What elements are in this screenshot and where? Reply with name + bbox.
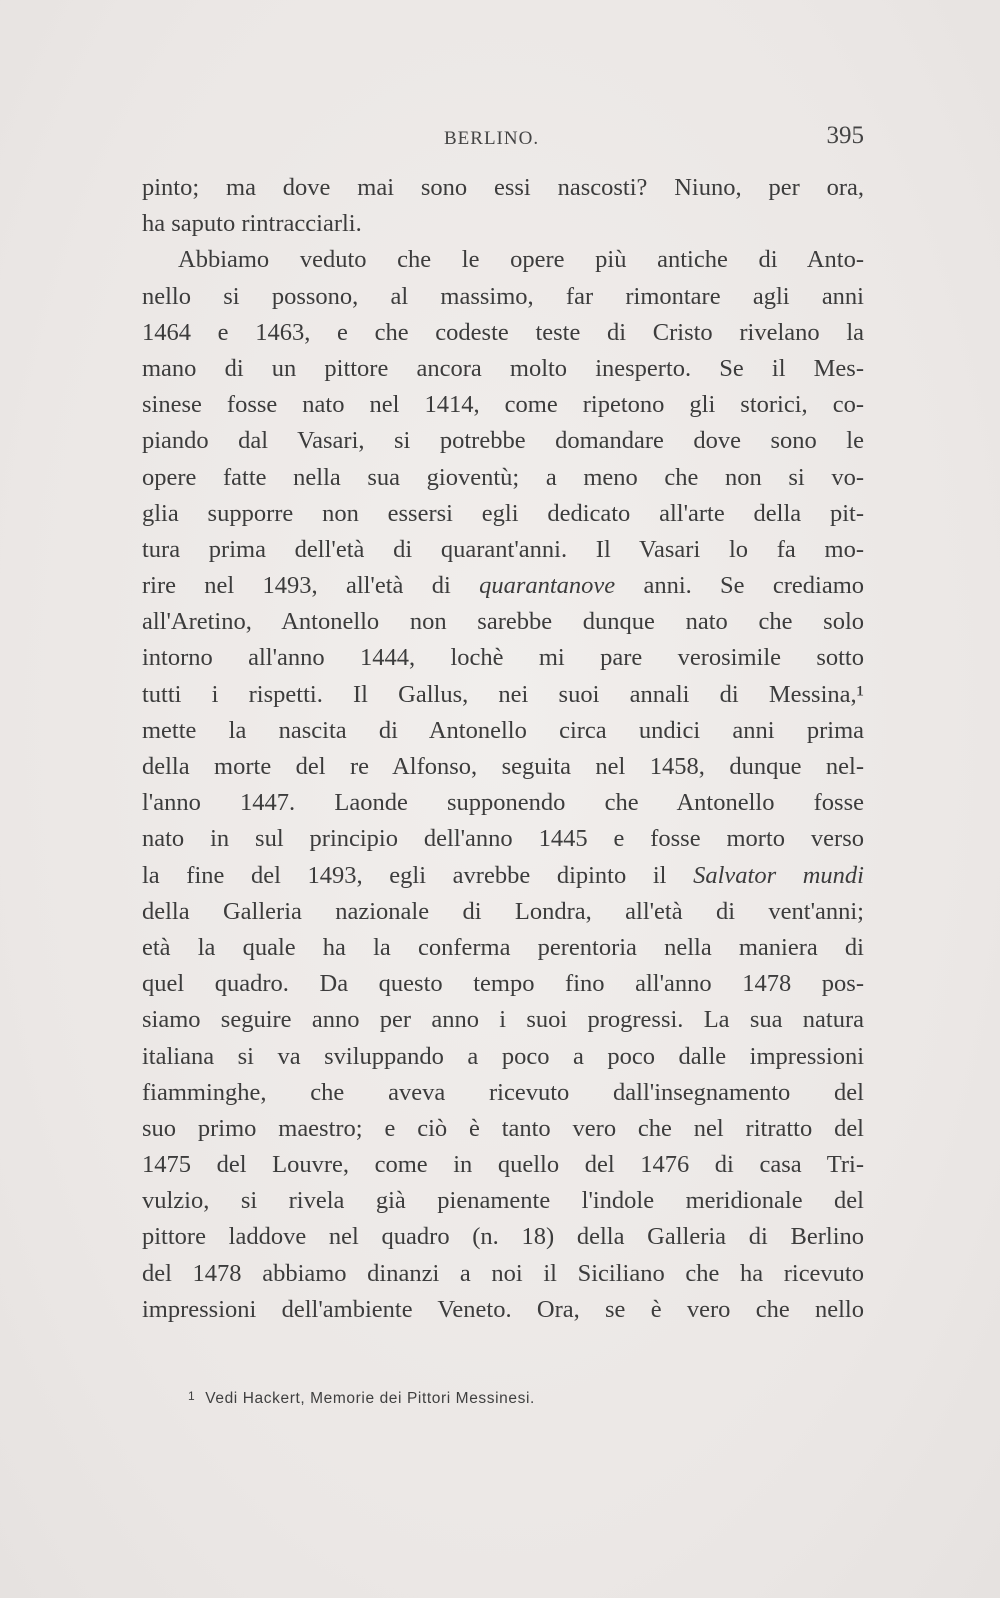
italic-word: quarantanove (479, 572, 616, 600)
text-line: piando dal Vasari, si potrebbe domandare dove sono le (142, 427, 864, 455)
text-line: tutti i rispetti. Il Gallus, nei suoi annali di Messina,¹ (142, 680, 864, 708)
text-line: 1464 e 1463, e che codeste teste di Cristo rivelano la (142, 318, 864, 346)
text-line: all'Aretino, Antonello non sarebbe dunque nato che solo (142, 608, 864, 636)
italic-title: Salvator mundi (693, 861, 864, 889)
text-line: opere fatte nella sua gioventù; a meno che non si vo- (142, 463, 864, 491)
text-fragment: anni. Se crediamo (615, 572, 864, 600)
text-line-with-italic (142, 568, 864, 604)
text-line: l'anno 1447. Laonde supponendo che Antonello fosse (142, 789, 864, 817)
text-line: 1475 del Louvre, come in quello del 1476 di casa Tri- (142, 1151, 864, 1179)
text-line: siamo seguire anno per anno i suoi progressi. La sua natura (142, 1006, 864, 1034)
text-line: impressioni dell'ambiente Veneto. Ora, se è vero che nello (142, 1295, 864, 1323)
text-line: intorno all'anno 1444, lochè mi pare verosimile sotto (142, 644, 864, 672)
page-header (142, 122, 864, 156)
text-line: pittore laddove nel quadro (n. 18) della Galleria di Berlino (142, 1223, 864, 1251)
text-line: sinese fosse nato nel 1414, come ripetono gli storici, co- (142, 391, 864, 419)
text-line: pinto; ma dove mai sono essi nascosti? Niuno, per ora, (142, 174, 864, 201)
running-title: BERLINO. (444, 128, 540, 149)
text-line: della morte del re Alfonso, seguita nel 1458, dunque nel- (142, 753, 864, 780)
text-line: nato in sul principio dell'anno 1445 e fosse morto verso (142, 825, 864, 853)
text-line: nello si possono, al massimo, far rimontare agli anni (142, 282, 864, 310)
text-line: glia supporre non essersi egli dedicato all'arte della pit- (142, 499, 864, 527)
text-line: fiamminghe, che aveva ricevuto dall'insegnamento del (142, 1078, 864, 1106)
text-line: suo primo maestro; e ciò è tanto vero che nel ritratto del (142, 1114, 864, 1142)
text-line: vulzio, si rivela già pienamente l'indole meridionale del (142, 1187, 864, 1215)
text-line: italiana si va sviluppando a poco a poco dalle impressioni (142, 1042, 864, 1070)
text-line: mano di un pittore ancora molto inesperto. Se il Mes- (142, 354, 864, 382)
text-line: ha saputo rintracciarli. (142, 210, 362, 238)
text-line: mette la nascita di Antonello circa undici anni prima (142, 716, 864, 744)
text-line: tura prima dell'età di quarant'anni. Il Vasari lo fa mo- (142, 535, 864, 563)
text-line: età la quale ha la conferma perentoria nella maniera di (142, 933, 864, 961)
text-line: del 1478 abbiamo dinanzi a noi il Siciliano che ha ricevuto (142, 1259, 864, 1287)
text-line: quel quadro. Da questo tempo fino all'anno 1478 pos- (142, 970, 864, 998)
text-fragment: la fine del 1493, egli avrebbe dipinto il (142, 861, 694, 889)
footnote-text: Vedi Hackert, Memorie dei Pittori Messinesi. (205, 1390, 535, 1407)
text-line: Abbiamo veduto che le opere più antiche di Anto- (178, 246, 864, 274)
footnote (188, 1389, 535, 1408)
footnote-marker: 1 (188, 1389, 196, 1403)
text-line-with-italic (142, 858, 864, 894)
page-number: 395 (826, 122, 864, 149)
text-line: della Galleria nazionale di Londra, all'età di vent'anni; (142, 897, 864, 925)
body-text (142, 170, 864, 1328)
text-fragment: rire nel 1493, all'età di (142, 572, 480, 600)
